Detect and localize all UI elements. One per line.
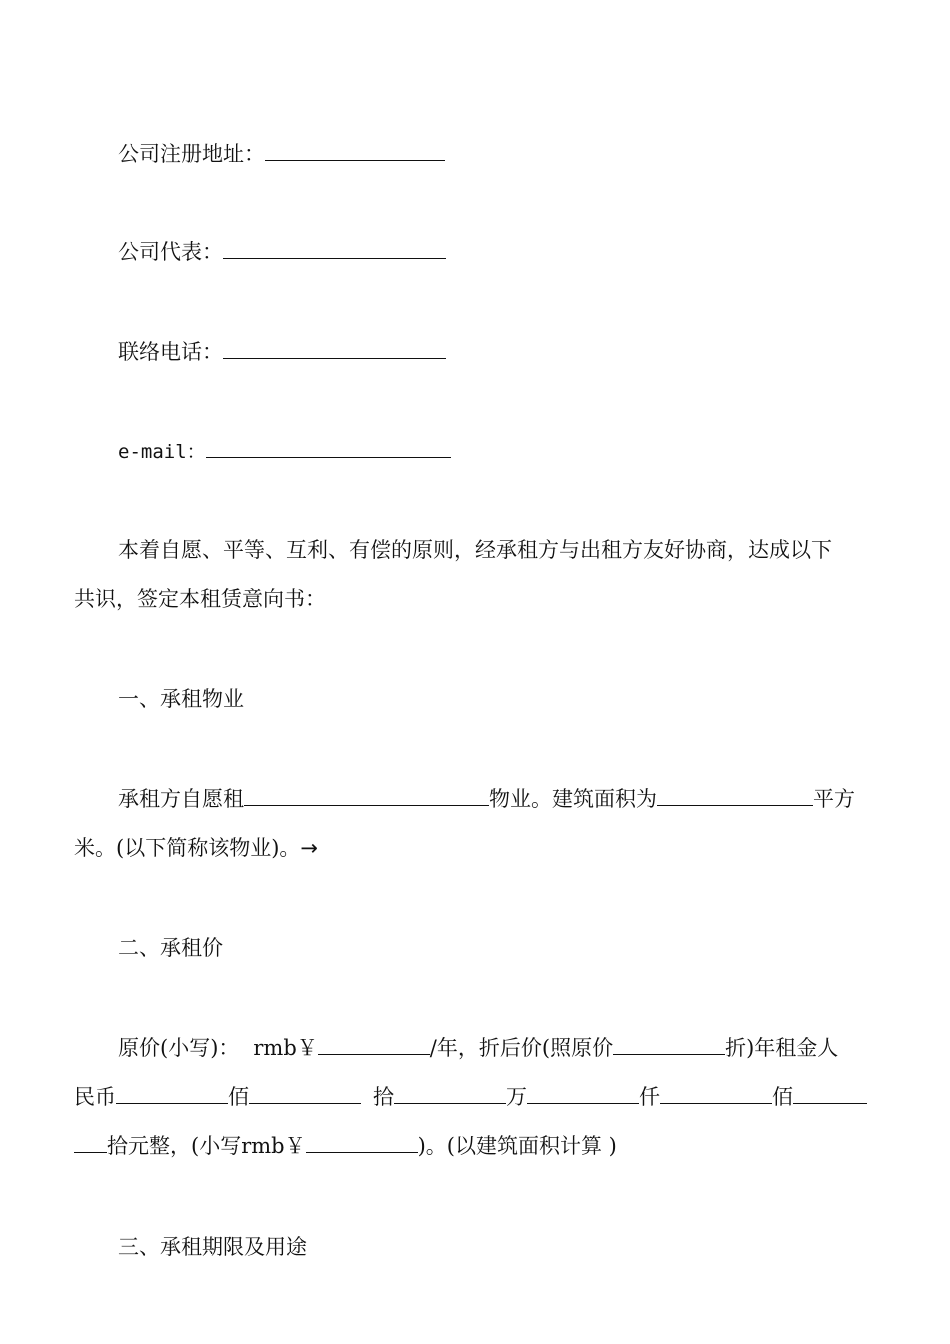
email-blank[interactable] [206,439,451,458]
unit-bai-1: 佰 [228,1085,249,1109]
original-price-blank[interactable] [318,1036,430,1055]
lowercase-text: 拾元整，(小写 [107,1134,242,1158]
representative-field [118,240,880,264]
shi-blank-end[interactable] [74,1134,107,1153]
section-1-line-1 [118,787,880,811]
unit-qian: 仟 [639,1085,660,1109]
shi-blank-start[interactable] [793,1085,867,1104]
intro-line-2: 共识，签定本租赁意向书： [74,587,326,611]
intro-line-1: 本着自愿、平等、互利、有偿的原则，经承租方与出租方友好协商，达成以下 [118,538,832,562]
section-1-heading: 一、承租物业 [118,687,244,711]
address-label: 公司注册地址： [118,142,265,166]
bai-blank[interactable] [660,1085,772,1104]
rmb-label: rmb￥ [253,1036,318,1060]
discount-blank[interactable] [613,1036,725,1055]
lowercase-amount-blank[interactable] [306,1134,418,1153]
bai-wan-blank[interactable] [116,1085,228,1104]
annual-rent-text: 折)年租金人 [725,1036,839,1060]
section-1-line-2 [74,836,880,860]
email-field [118,439,880,464]
address-blank[interactable] [265,142,445,161]
section-2-line-2 [74,1085,880,1109]
section-2-line-3 [74,1134,880,1158]
property-name-blank[interactable] [244,787,489,806]
email-label: e-mail： [118,441,206,463]
area-calc-note: )。(以建筑面积计算 ) [417,1134,617,1158]
representative-blank[interactable] [223,240,446,259]
section-2-heading: 二、承租价 [118,936,223,960]
unit-wan: 万 [506,1085,527,1109]
rmb-text: 民币 [74,1085,116,1109]
arrow-icon: → [300,836,318,860]
discount-text: /年，折后价(照原价 [429,1036,614,1060]
section-1-text-c: 平方 [813,787,855,811]
qian-blank[interactable] [527,1085,639,1104]
unit-shi: 拾 [373,1085,394,1109]
shi-wan-blank[interactable] [249,1085,361,1104]
unit-bai-2: 佰 [772,1085,793,1109]
phone-label: 联络电话： [118,340,223,364]
wan-blank[interactable] [394,1085,506,1104]
rmb-label-2: rmb￥ [241,1134,306,1158]
section-1-text-d: 米。(以下简称该物业)。 [74,836,301,860]
phone-field [118,340,880,364]
phone-blank[interactable] [223,340,446,359]
section-3-heading: 三、承租期限及用途 [118,1235,307,1259]
representative-label: 公司代表： [118,240,223,264]
original-price-label: 原价(小写)： [118,1036,240,1060]
section-1-text-a: 承租方自愿租 [118,787,244,811]
section-2-line-1 [118,1036,880,1060]
area-blank[interactable] [657,787,813,806]
section-1-text-b: 物业。建筑面积为 [489,787,657,811]
address-field [118,142,880,166]
